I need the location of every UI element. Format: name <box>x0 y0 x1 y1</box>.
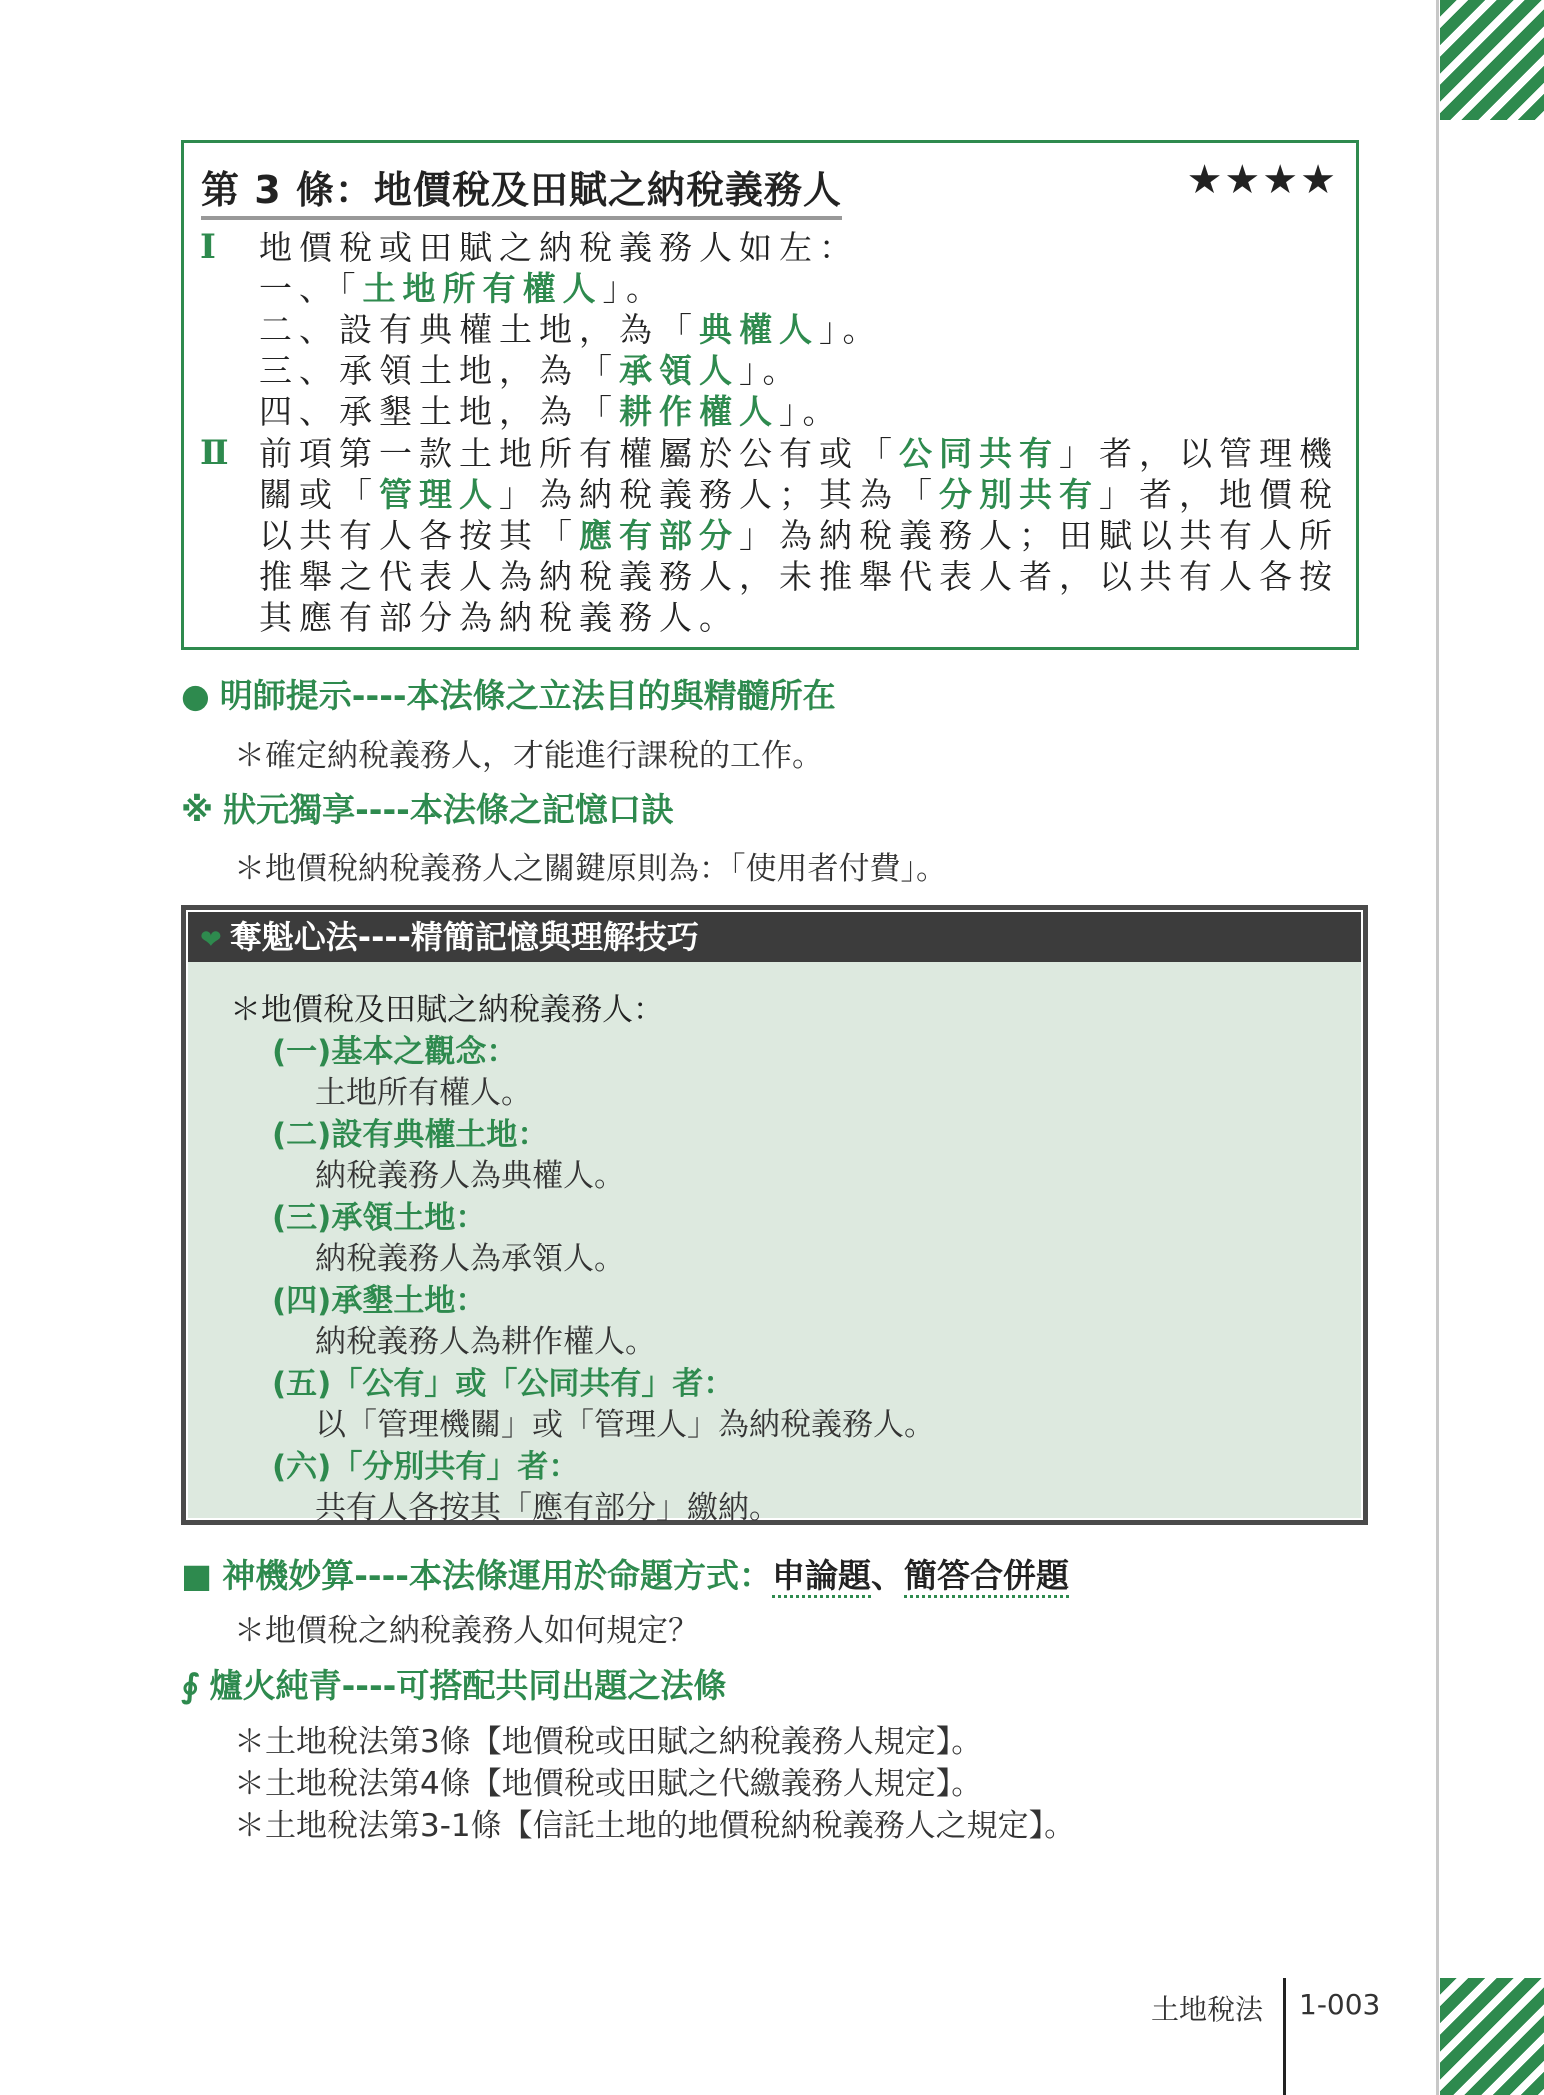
reference-mark-icon: ※ <box>181 790 214 829</box>
section-tips-note: ＊確定納稅義務人，才能進行課稅的工作。 <box>234 738 823 774</box>
footer-book-title: 土地稅法 <box>1151 1993 1264 2026</box>
bullet-dot-icon: ● <box>181 676 210 715</box>
page-edge-line <box>1436 0 1439 2095</box>
highlighted-term: 公同共有 <box>899 434 1059 473</box>
article-text: 」。 <box>739 351 803 390</box>
paragraph-mark-1: Ⅰ <box>200 227 216 267</box>
article-text: 以共有人各按其「 <box>259 516 579 555</box>
section-mnemonic-heading: ※ 狀元獨享----本法條之記憶口訣 <box>181 790 674 829</box>
article-text: 」為納稅義務人；田賦以共有人所 <box>739 516 1339 555</box>
article-text: 三、承領土地，為「 <box>259 351 619 390</box>
section-tips-heading: ● 明師提示----本法條之立法目的與精髓所在 <box>181 676 836 715</box>
tips-item-label: (一)基本之觀念： <box>272 1034 518 1070</box>
article-text: 」者，以管理機 <box>1059 434 1339 473</box>
article-text: 」。 <box>602 269 666 308</box>
section-exam-heading: ■ 神機妙算----本法條運用於命題方式：申論題、簡答合併題 <box>181 1550 1069 1597</box>
article-text: 二、設有典權土地，為「 <box>259 310 699 349</box>
page-number: 1-003 <box>1299 1988 1381 2021</box>
importance-stars: ★★★★ <box>1186 157 1338 203</box>
article-text: 推舉之代表人為納稅義務人，未推舉代表人者，以共有人各按 <box>259 557 1339 596</box>
article-line <box>259 309 883 350</box>
square-bullet-icon: ■ <box>181 1556 213 1595</box>
tips-item-text: 納稅義務人為典權人。 <box>315 1158 625 1194</box>
highlighted-term: 管理人 <box>379 475 499 514</box>
tips-item-label: (四)承墾土地： <box>272 1283 487 1319</box>
tips-item-text: 以「管理機關」或「管理人」為納稅義務人。 <box>315 1407 935 1443</box>
article-line <box>259 391 843 432</box>
article-line <box>259 556 1339 597</box>
article-text: 前項第一款土地所有權屬於公有或「 <box>259 434 899 473</box>
related-law-item: ＊土地稅法第3-1條【信託土地的地價稅納稅義務人之規定】。 <box>234 1808 1076 1844</box>
article-line <box>259 268 666 309</box>
tips-item-label: (三)承領土地： <box>272 1200 487 1236</box>
article-text: 」。 <box>779 392 843 431</box>
article-text: 地價稅或田賦之納稅義務人如左： <box>259 228 859 267</box>
article-box <box>181 140 1359 650</box>
article-text: 」。 <box>819 310 883 349</box>
article-line <box>259 350 803 391</box>
highlighted-term: 土地所有權人 <box>362 269 603 308</box>
article-line <box>259 474 1339 515</box>
exam-type-essay: 申論題 <box>772 1556 871 1598</box>
article-line <box>259 433 1339 474</box>
heart-icon: ❤ <box>200 925 222 955</box>
tips-item-text: 共有人各按其「應有部分」繳納。 <box>315 1490 780 1526</box>
article-text: 」為納稅義務人；其為「 <box>499 475 939 514</box>
memory-tips-box <box>181 905 1368 1525</box>
related-law-item: ＊土地稅法第4條【地價稅或田賦之代繳義務人規定】。 <box>234 1766 983 1802</box>
tips-header: ❤ 奪魁心法----精簡記憶與理解技巧 <box>188 912 1361 962</box>
corner-stripe-bottom <box>1440 1978 1544 2095</box>
integral-icon: ∮ <box>181 1666 200 1705</box>
section-exam-note: ＊地價稅之納稅義務人如何規定？ <box>234 1613 699 1649</box>
tips-item-label: (六)「分別共有」者： <box>272 1449 580 1485</box>
article-line <box>259 227 859 268</box>
article-text: 關或「 <box>259 475 379 514</box>
article-text: 一、「 <box>259 269 363 308</box>
exam-type-short-answer: 簡答合併題 <box>904 1556 1069 1598</box>
highlighted-term: 應有部分 <box>579 516 739 555</box>
footer-divider <box>1283 1978 1286 2095</box>
tips-item-label: (二)設有典權土地： <box>272 1117 549 1153</box>
section-mnemonic-note: ＊地價稅納稅義務人之關鍵原則為：「使用者付費」。 <box>234 851 947 887</box>
article-title: 第 3 條：地價稅及田賦之納稅義務人 <box>201 159 842 220</box>
highlighted-term: 典權人 <box>699 310 819 349</box>
tips-item-text: 納稅義務人為承領人。 <box>315 1241 625 1277</box>
corner-stripe-top <box>1440 0 1544 120</box>
article-line <box>259 597 739 638</box>
tips-item-text: 土地所有權人。 <box>315 1075 532 1111</box>
article-text: 」者，地價稅 <box>1099 475 1339 514</box>
highlighted-term: 耕作權人 <box>619 392 779 431</box>
article-line <box>259 515 1339 556</box>
article-text: 四、承墾土地，為「 <box>259 392 619 431</box>
tips-item-text: 納稅義務人為耕作權人。 <box>315 1324 656 1360</box>
paragraph-mark-2: Ⅱ <box>200 433 229 473</box>
related-law-item: ＊土地稅法第3條【地價稅或田賦之納稅義務人規定】。 <box>234 1724 983 1760</box>
tips-item-label: (五)「公有」或「公同共有」者： <box>272 1366 735 1402</box>
tips-body <box>188 962 1361 1526</box>
tips-intro: ＊地價稅及田賦之納稅義務人： <box>230 992 664 1028</box>
article-text: 其應有部分為納稅義務人。 <box>259 598 739 637</box>
highlighted-term: 承領人 <box>619 351 739 390</box>
section-related-heading: ∮ 爐火純青----可搭配共同出題之法條 <box>181 1666 727 1705</box>
highlighted-term: 分別共有 <box>939 475 1099 514</box>
